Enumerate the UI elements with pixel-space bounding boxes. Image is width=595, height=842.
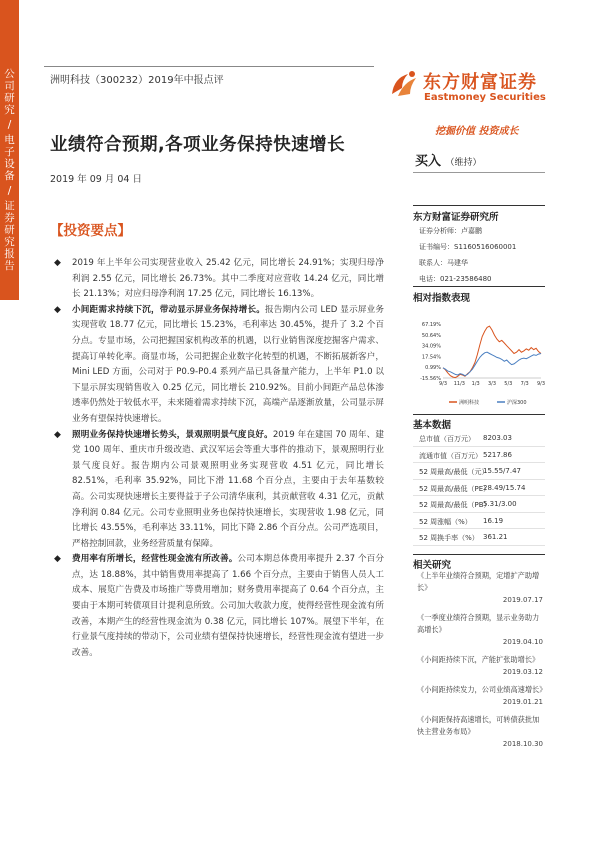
stat-key: 52 周涨幅（%） bbox=[419, 517, 472, 526]
brand-logo-icon bbox=[388, 68, 420, 100]
diamond-bullet-icon: ◆ bbox=[54, 554, 61, 565]
series-line bbox=[443, 326, 541, 378]
key-point-lead: 费用率有所增长，经营性现金流有所改善。 bbox=[72, 554, 238, 565]
key-point bbox=[52, 303, 384, 428]
key-points bbox=[52, 256, 384, 661]
table-row bbox=[413, 496, 545, 513]
related-title[interactable]: 《小间距保持高速增长，可转债获批加快主营业务布局》 bbox=[417, 715, 540, 736]
key-point-lead: 照明业务保持快速增长势头，景观照明景气度良好。 bbox=[72, 429, 273, 440]
rating-label: 买入 bbox=[415, 154, 442, 169]
basic-data-table bbox=[413, 430, 545, 546]
side-segment: 公司研究 bbox=[4, 68, 15, 116]
diamond-bullet-icon: ◆ bbox=[54, 258, 61, 268]
y-tick-label: 50.64% bbox=[421, 332, 441, 339]
y-tick-label: 34.09% bbox=[421, 343, 441, 350]
basic-heading: 基本数据 bbox=[413, 420, 452, 431]
x-tick-label: 5/3 bbox=[504, 381, 513, 387]
stat-value: 5.31/3.00 bbox=[483, 500, 517, 508]
report-date: 2019 年 09 月 04 日 bbox=[50, 174, 142, 185]
brand-name-cn: 东方财富证券 bbox=[423, 72, 537, 93]
key-point-text: 2019 年上半年公司实现营业收入 25.42 亿元，同比增长 24.91%；实现归母净利润 2.55 亿元，同比增长 26.73%。其中二季度对应营收 14.24 亿元，同比增长 21.13%；对应归母净利润 17.25 亿元，同比增长 16.13%。 bbox=[72, 258, 384, 300]
related-title[interactable]: 《小间距持续下沉，产能扩张助增长》 bbox=[417, 655, 540, 664]
relative-index-chart bbox=[419, 318, 545, 412]
chart-rule bbox=[413, 286, 545, 287]
related-list bbox=[413, 570, 545, 750]
x-tick-label: 7/3 bbox=[520, 381, 529, 387]
related-date: 2019.07.17 bbox=[502, 596, 543, 604]
x-tick-label: 1/3 bbox=[471, 381, 480, 387]
brand-name-en: Eastmoney Securities bbox=[424, 92, 546, 103]
rating bbox=[415, 150, 482, 169]
rating-note: （维持） bbox=[445, 158, 482, 168]
stat-key: 流通市值（百万元） bbox=[419, 451, 482, 460]
team-rule bbox=[413, 205, 545, 206]
list-item[interactable] bbox=[413, 612, 545, 648]
table-row bbox=[413, 447, 545, 464]
analyst-line: 证券分析师：卢嘉鹏 bbox=[419, 227, 482, 235]
page-title: 业绩符合预期,各项业务保持快速增长 bbox=[50, 135, 346, 155]
y-tick-label: 17.54% bbox=[421, 354, 441, 361]
key-point-lead: 小间距需求持续下沉，带动显示屏业务保持增长。 bbox=[72, 304, 265, 315]
key-point-text: 2019 年在建国 70 周年、建党 100 周年、重庆市升级改造、武汉军运会等重大事件的推动下，景观照明行业景气度良好。报告期内公司景观照明业务实现营收 4.51 亿元，同比增长 82.51%，毛利率 35.92%，同比下滑 11.68 个百分点，主要由于去年基数较高。公司实现快速增长主要得益于子公司清华康利，其贡献营收 4.31 亿元，贡献净利润 0.84 亿元。公司专业照明业务也保持快速增长，实现营收 1.98 亿元，同比增长 43.55%，毛利率达 33.11%，同比下降 2.86 个百分点。公司严选项目，严格控制回款，业务经营质量有保障。 bbox=[72, 429, 384, 549]
basic-rule bbox=[413, 414, 545, 415]
diamond-bullet-icon: ◆ bbox=[54, 429, 61, 440]
stat-key: 52 周最高/最低（PE） bbox=[419, 484, 491, 493]
table-row bbox=[413, 430, 545, 447]
section-heading: 【投资要点】 bbox=[50, 223, 131, 239]
stat-value: 361.21 bbox=[483, 533, 508, 541]
cert-line: 证书编号：S1160516060001 bbox=[419, 243, 517, 251]
x-tick-label: 3/3 bbox=[487, 381, 497, 387]
stat-value: 15.55/7.47 bbox=[483, 467, 521, 475]
series-line bbox=[443, 352, 541, 376]
legend-label: 沪深300 bbox=[507, 400, 527, 406]
x-tick-label: 11/3 bbox=[453, 381, 465, 387]
side-segment: / bbox=[7, 119, 12, 131]
side-segment: 证券研究报告 bbox=[4, 200, 15, 272]
key-point bbox=[52, 428, 384, 553]
related-title[interactable]: 《上半年业绩符合预期，定增扩产助增长》 bbox=[417, 571, 540, 592]
key-point bbox=[52, 552, 384, 661]
side-segment: / bbox=[7, 185, 12, 197]
x-tick-label: 9/3 bbox=[536, 381, 545, 387]
stat-value: 16.19 bbox=[483, 516, 504, 525]
key-point bbox=[52, 256, 384, 303]
list-item[interactable] bbox=[413, 570, 545, 606]
stat-key: 52 周最高/最低（元） bbox=[419, 468, 489, 476]
stat-key: 52 周换手率（%） bbox=[419, 534, 479, 542]
related-rule bbox=[413, 554, 545, 555]
related-title[interactable]: 《一季度业绩符合预期，显示业务助力高增长》 bbox=[417, 613, 540, 634]
related-title[interactable]: 《小间距持续发力，公司业绩高速增长》 bbox=[417, 685, 547, 694]
rating-rule bbox=[413, 172, 545, 173]
brand-slogan: 挖掘价值 投资成长 bbox=[435, 126, 519, 137]
list-item[interactable] bbox=[413, 654, 545, 678]
side-segment: 电子设备 bbox=[4, 134, 15, 182]
stat-key: 总市值（百万元） bbox=[419, 435, 475, 443]
table-row bbox=[413, 529, 545, 546]
phone-line: 电话：021-23586480 bbox=[419, 275, 492, 283]
related-date: 2019.03.12 bbox=[502, 668, 543, 676]
related-date: 2018.10.30 bbox=[502, 740, 543, 748]
table-row bbox=[413, 513, 545, 530]
side-category bbox=[1, 68, 18, 272]
legend-label: 洲明科技 bbox=[459, 400, 480, 406]
diamond-bullet-icon: ◆ bbox=[54, 304, 61, 315]
chart-heading: 相对指数表现 bbox=[413, 293, 471, 304]
stat-value: 8203.03 bbox=[483, 434, 512, 442]
related-heading: 相关研究 bbox=[413, 560, 452, 571]
table-row bbox=[413, 480, 545, 497]
contact-line: 联系人：马建华 bbox=[419, 259, 468, 267]
related-date: 2019.01.21 bbox=[502, 698, 543, 706]
stat-key: 52 周最高/最低（PB） bbox=[419, 501, 491, 509]
list-item[interactable] bbox=[413, 714, 545, 750]
y-tick-label: 67.19% bbox=[421, 322, 441, 328]
y-tick-label: -15.56% bbox=[420, 376, 441, 382]
team-heading: 东方财富证券研究所 bbox=[413, 212, 499, 223]
company-line: 洲明科技（300232）2019年中报点评 bbox=[50, 75, 224, 86]
stat-value: 28.49/15.74 bbox=[483, 483, 526, 492]
related-date: 2019.04.10 bbox=[502, 638, 543, 646]
stat-value: 5217.86 bbox=[483, 450, 512, 459]
x-tick-label: 9/3 bbox=[438, 381, 448, 387]
y-tick-label: 0.99% bbox=[425, 365, 441, 372]
key-point-text: 报告期内公司 LED 显示屏业务实现营收 18.77 亿元，同比增长 15.23%，毛利率达 30.45%，提升了 3.2 个百分点。专显市场，公司把握国家机构改革的机遇，以行业销售深度挖掘客户需求、提高订单转化率。商显市场，公司把握企业数字化转型的机遇，不断拓展新客户，Mini LED 方面，公司对于 P0.9-P0.4 系列产品已具备量产能力，上半年 P1.0 以下显示屏实现销售收入 0.25 亿元，同比增长 210.92%。目前小间距产品总体渗透率仍然处于较低水平，未来随着需求持续下沉，高端产品逐渐放量，公司显示屏业务有望保持快速增长。 bbox=[72, 304, 384, 424]
table-row bbox=[413, 463, 545, 480]
header-rule bbox=[44, 66, 374, 67]
list-item[interactable] bbox=[413, 684, 545, 708]
key-point-text: 公司本期总体费用率提升 2.37 个百分点，达 18.88%，其中销售费用率提高了 1.66 个百分点，主要由于销售人员人工成本、展览广告费及市场推广等费用增加；财务费用率提高了 0.64 个百分点，主要由于本期可转债项目计提利息所致。公司加大收款力度，使得经营性现金流有所改善，本期产生的经营性现金流为 0.38 亿元，同比增长 107%。展望下半年，在行业景气度持续的带动下，公司业绩有望保持快速增长，经营性现金流有望进一步改善。 bbox=[72, 554, 384, 658]
